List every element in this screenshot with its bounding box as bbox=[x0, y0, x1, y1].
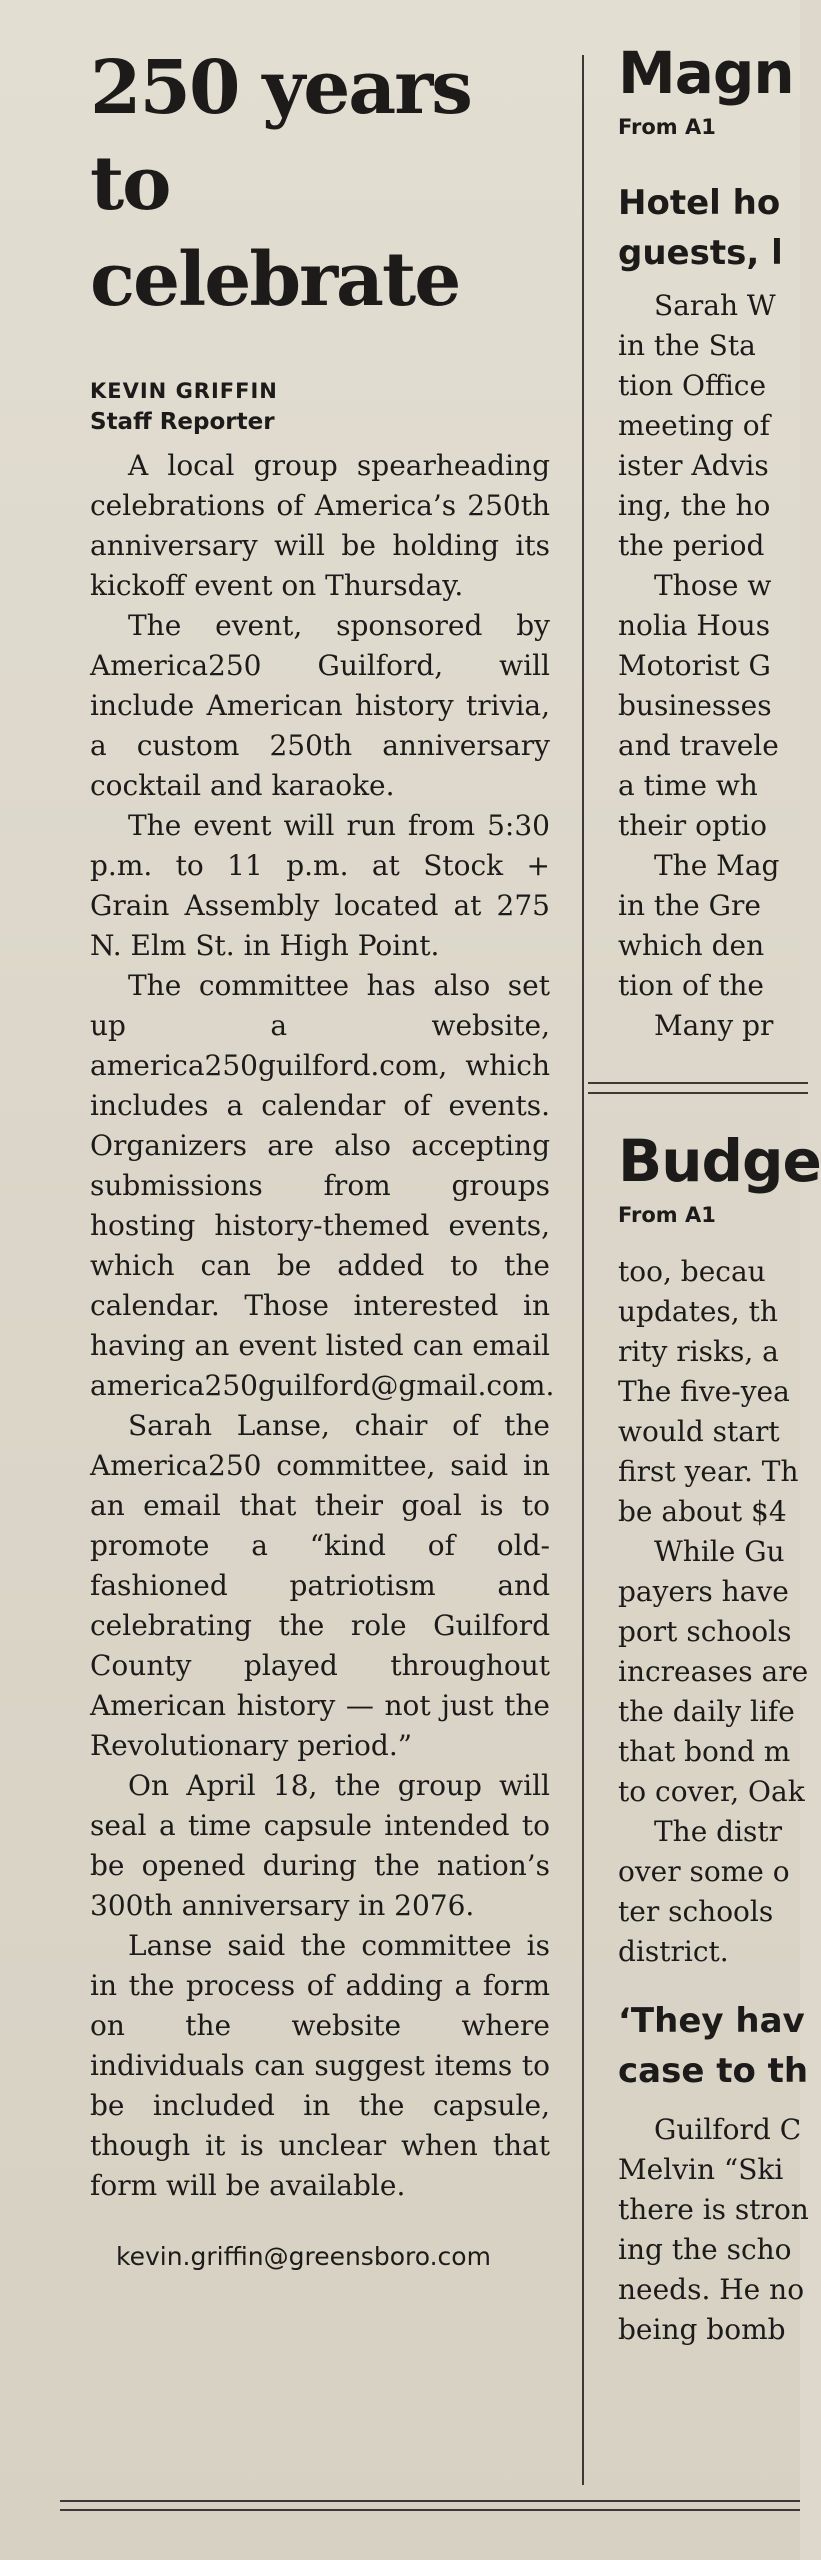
budget-body bbox=[618, 1252, 809, 1972]
budget-from-label: From A1 bbox=[618, 1203, 716, 1227]
magnolia-line: in the Sta bbox=[618, 329, 756, 362]
magnolia-line: the period bbox=[618, 529, 765, 562]
article-paragraph-4: The committee has also set up a website, america250guilford.com, which includes a calendar of events. Organizers are also accepting submissions from groups hosting history-themed events, which can be added to the calendar. Those interested in having an event listed can email america250guilford@gmail.com. bbox=[90, 969, 555, 1402]
magnolia-line: tion Office bbox=[618, 369, 767, 402]
budget-line: too, becau bbox=[618, 1255, 766, 1288]
article-paragraph-2: The event, sponsored by America250 Guilford, will include American history trivia, a custom 250th anniversary cocktail and karaoke. bbox=[90, 609, 550, 802]
budget-line: updates, th bbox=[618, 1295, 778, 1328]
article-body bbox=[90, 446, 555, 2206]
budget-line: The five-yea bbox=[618, 1375, 790, 1408]
budget-line: to cover, Oak bbox=[618, 1775, 805, 1808]
budget-title: Budge bbox=[618, 1127, 821, 1195]
magnolia-line: and travele bbox=[618, 729, 779, 762]
magnolia-line: Many pr bbox=[654, 1009, 774, 1042]
magnolia-from-label: From A1 bbox=[618, 115, 716, 139]
budget-line: increases are bbox=[618, 1655, 809, 1688]
budget-line: district. bbox=[618, 1935, 729, 1968]
byline bbox=[90, 376, 550, 438]
magnolia-line: The Mag bbox=[654, 849, 780, 882]
magnolia-line: meeting of bbox=[618, 409, 770, 442]
magnolia-line: businesses bbox=[618, 689, 772, 722]
budget-story bbox=[618, 1127, 821, 2350]
budget-line: payers have bbox=[618, 1575, 789, 1608]
article-paragraph-1: A local group spearheading celebrations of America’s 250th anniversary will be holding its kickoff event on Thursday. bbox=[90, 449, 550, 602]
budget-subhead-line-1: ‘They hav bbox=[618, 2001, 805, 2041]
magnolia-line: ing, the ho bbox=[618, 489, 771, 522]
budget-line: ter schools bbox=[618, 1895, 774, 1928]
byline-role: Staff Reporter bbox=[90, 409, 275, 435]
headline-line-2: to celebrate bbox=[90, 141, 460, 323]
story-separator-rule bbox=[588, 1082, 808, 1094]
budget-line: that bond m bbox=[618, 1735, 791, 1768]
budget-line: needs. He no bbox=[618, 2273, 805, 2306]
magnolia-story bbox=[618, 40, 800, 1046]
budget-line: ing the scho bbox=[618, 2233, 792, 2266]
magnolia-subhead bbox=[618, 178, 800, 278]
budget-line: there is stron bbox=[618, 2193, 809, 2226]
budget-line: the daily life bbox=[618, 1695, 795, 1728]
headline-line-1: 250 years bbox=[90, 45, 471, 131]
article-paragraph-7: Lanse said the committee is in the process of adding a form on the website where individuals can suggest items to be included in the capsule, though it is unclear when that form will be available. bbox=[90, 1929, 550, 2202]
magnolia-line: Those w bbox=[654, 569, 772, 602]
article-paragraph-6: On April 18, the group will seal a time capsule intended to be opened during the nation’s 300th anniversary in 2076. bbox=[90, 1769, 550, 1922]
budget-line: first year. Th bbox=[618, 1455, 799, 1488]
column-divider bbox=[582, 55, 584, 2485]
magnolia-subhead-line-1: Hotel ho bbox=[618, 183, 781, 223]
magnolia-line: a time wh bbox=[618, 769, 758, 802]
budget-line: would start bbox=[618, 1415, 780, 1448]
magnolia-line: Sarah W bbox=[654, 289, 776, 322]
budget-line: Guilford C bbox=[654, 2113, 802, 2146]
magnolia-line: nolia Hous bbox=[618, 609, 771, 642]
budget-body-continued bbox=[618, 2110, 809, 2350]
budget-line: While Gu bbox=[654, 1535, 785, 1568]
article-paragraph-3: The event will run from 5:30 p.m. to 11 p.m. at Stock + Grain Assembly located at 275 N. Elm St. in High Point. bbox=[90, 809, 550, 962]
author-email: kevin.griffin@greensboro.com bbox=[116, 2242, 491, 2271]
budget-line: being bomb bbox=[618, 2313, 786, 2346]
budget-line: rity risks, a bbox=[618, 1335, 779, 1368]
budget-subhead bbox=[618, 1996, 809, 2096]
magnolia-line: Motorist G bbox=[618, 649, 771, 682]
budget-line: The distr bbox=[654, 1815, 783, 1848]
budget-line: Melvin “Ski bbox=[618, 2153, 784, 2186]
magnolia-line: in the Gre bbox=[618, 889, 761, 922]
right-column bbox=[618, 39, 821, 2350]
magnolia-title: Magn bbox=[618, 39, 794, 107]
magnolia-line: their optio bbox=[618, 809, 767, 842]
magnolia-subhead-line-2: guests, l bbox=[618, 233, 783, 273]
magnolia-line: ister Advis bbox=[618, 449, 769, 482]
magnolia-line: tion of the bbox=[618, 969, 764, 1002]
bottom-rule bbox=[60, 2500, 800, 2511]
budget-line: port schools bbox=[618, 1615, 792, 1648]
budget-line: over some o bbox=[618, 1855, 790, 1888]
main-article bbox=[90, 40, 555, 2274]
magnolia-line: which den bbox=[618, 929, 765, 962]
budget-subhead-line-2: case to th bbox=[618, 2051, 809, 2091]
magnolia-body bbox=[618, 286, 800, 1046]
article-headline bbox=[90, 40, 550, 328]
budget-line: be about $4 bbox=[618, 1495, 787, 1528]
byline-name: KEVIN GRIFFIN bbox=[90, 379, 278, 403]
article-paragraph-5: Sarah Lanse, chair of the America250 committee, said in an email that their goal is to promote a “kind of old-fashioned patriotism and celebrating the role Guilford County played throughout American history — not just the Revolutionary period.” bbox=[90, 1409, 550, 1762]
